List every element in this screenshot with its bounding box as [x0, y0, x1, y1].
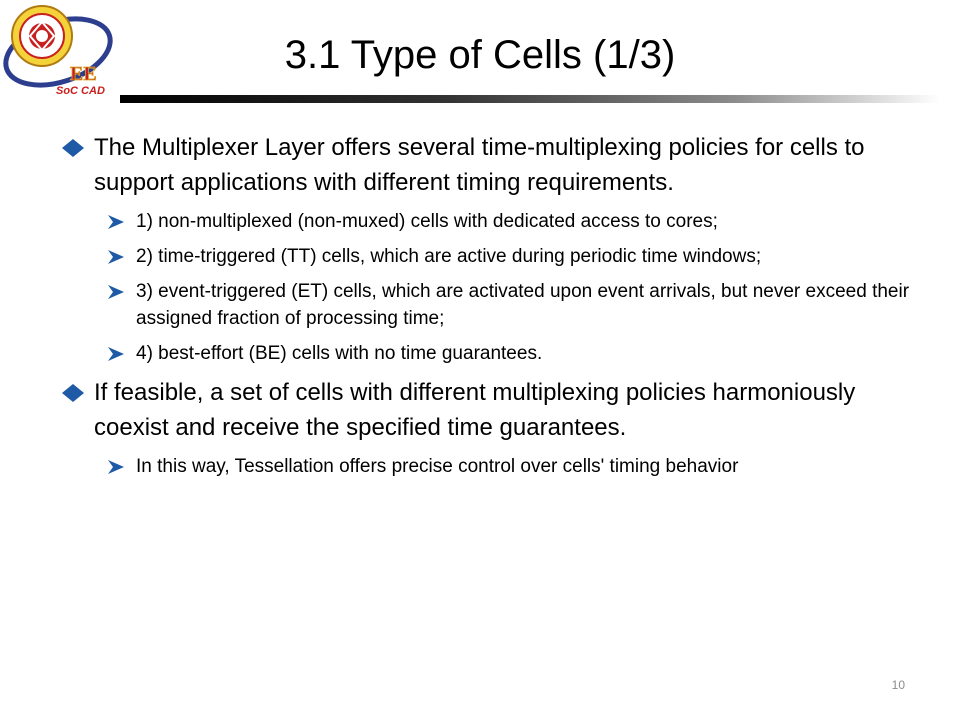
arrow-bullet-icon	[108, 285, 124, 299]
bullet-text: The Multiplexer Layer offers several time-multiplexing policies for cells to support applications with different timing requirements.	[94, 134, 865, 196]
bullet-level2	[106, 208, 912, 235]
slide-title: 3.1 Type of Cells (1/3)	[284, 33, 676, 77]
arrow-bullet-icon	[108, 250, 124, 264]
slide-content	[62, 130, 912, 488]
sub-bullet-text: 4) best-effort (BE) cells with no time guarantees.	[136, 343, 543, 364]
bullet-level2	[106, 243, 912, 270]
logo-soc-cad-text: SoC CAD	[56, 85, 105, 96]
arrow-bullet-icon	[108, 215, 124, 229]
bullet-level2	[106, 453, 912, 480]
bullet-level1	[62, 130, 912, 200]
page-number: 10	[891, 678, 905, 692]
arrow-bullet-icon	[108, 460, 124, 474]
logo-emblem-icon	[0, 0, 120, 96]
sub-bullet-text: 1) non-multiplexed (non-muxed) cells with dedicated access to cores;	[136, 211, 718, 232]
bullet-level2	[106, 340, 912, 367]
arrow-bullet-icon	[108, 347, 124, 361]
sub-bullet-text: 2) time-triggered (TT) cells, which are active during periodic time windows;	[136, 246, 762, 267]
sub-bullet-text: In this way, Tessellation offers precise control over cells' timing behavior	[136, 456, 739, 477]
title-underline-bar	[120, 95, 940, 103]
bullet-level1	[62, 375, 912, 445]
diamond-bullet-icon	[62, 139, 84, 157]
sub-bullet-text: 3) event-triggered (ET) cells, which are activated upon event arrivals, but never exceed their assigned fraction of processing time;	[136, 281, 910, 329]
diamond-bullet-icon	[62, 384, 84, 402]
logo-ee-text: EE	[70, 63, 97, 85]
logo	[0, 0, 120, 96]
bullet-text: If feasible, a set of cells with different multiplexing policies harmoniously coexist and receive the specified time guarantees.	[94, 379, 856, 441]
bullet-level2	[106, 278, 912, 332]
